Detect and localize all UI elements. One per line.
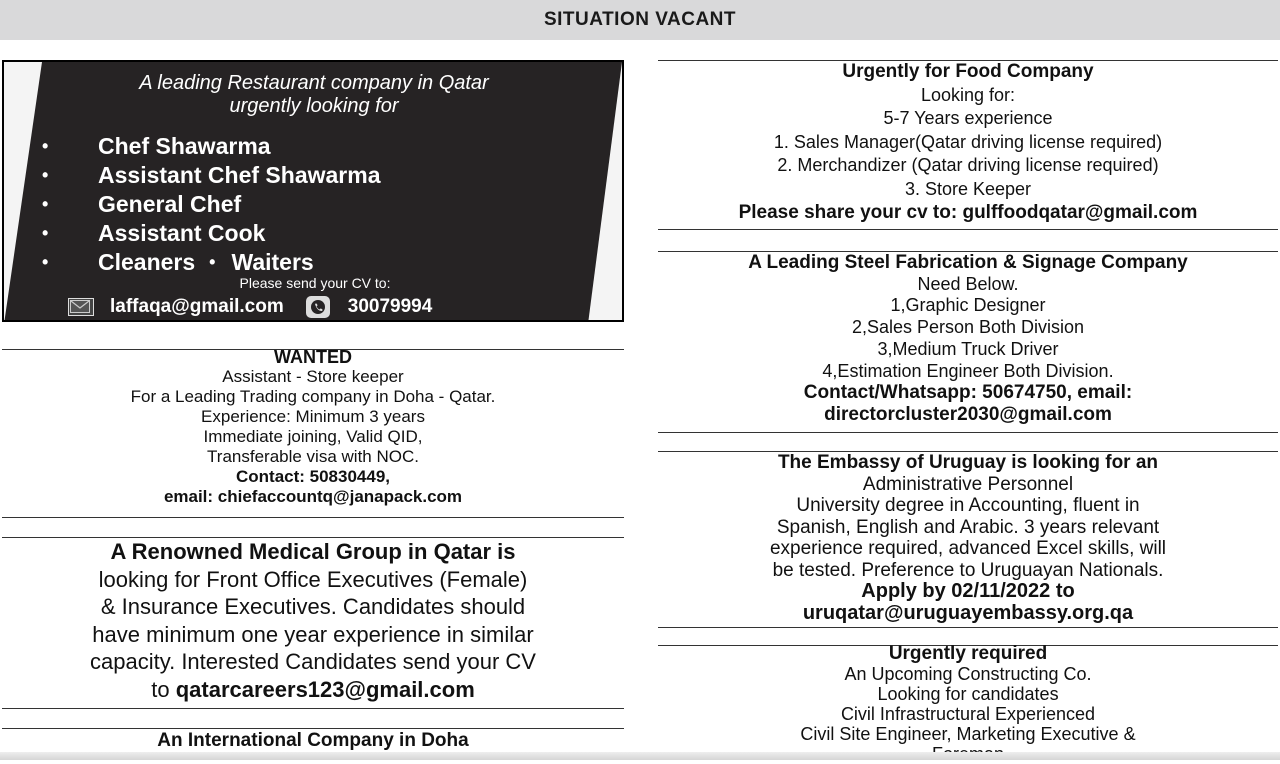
wanted-ad: [2, 347, 624, 507]
international-title: An International Company in Doha: [157, 730, 469, 751]
steel-contact: Contact/Whatsapp: 50674750, email:: [803, 382, 1133, 404]
food-line: Looking for:: [920, 84, 1016, 105]
wanted-line: Immediate joining, Valid QID,: [203, 427, 423, 446]
position-item: • Assistant Chef Shawarma: [42, 162, 381, 188]
construction-ad: [658, 644, 1278, 764]
wanted-line: For a Leading Trading company in Doha - Qatar.: [130, 387, 496, 406]
send-cv-text: Please send your CV to:: [239, 275, 391, 291]
intro-line: A leading Restaurant company in Qatar: [139, 72, 489, 94]
restaurant-intro: [34, 72, 594, 118]
construction-line: Civil Site Engineer, Marketing Executive &: [800, 724, 1136, 744]
section-header: [0, 0, 1280, 40]
uruguay-line: be tested. Preference to Uruguayan Nationals.: [772, 559, 1164, 581]
food-line: 5-7 Years experience: [883, 108, 1053, 128]
medical-line: capacity. Interested Candidates send your CV: [90, 649, 536, 674]
intro-line: urgently looking for: [229, 95, 399, 117]
wanted-line: Assistant - Store keeper: [222, 367, 404, 386]
medical-ad: [0, 538, 626, 703]
envelope-icon: [68, 298, 94, 316]
restaurant-phone[interactable]: 30079994: [347, 296, 433, 317]
position-item: • Chef Shawarma: [42, 133, 271, 159]
position-label: Assistant Cook: [98, 220, 266, 246]
uruguay-apply: Apply by 02/11/2022 to: [861, 580, 1075, 602]
position-label: Assistant Chef Shawarma: [98, 162, 381, 188]
food-line: 3. Store Keeper: [904, 178, 1032, 199]
steel-line: Need Below.: [917, 273, 1019, 294]
food-title: Urgently for Food Company: [842, 61, 1094, 82]
wanted-title: WANTED: [274, 347, 352, 367]
steel-line: 4,Estimation Engineer Both Division.: [822, 360, 1114, 381]
uruguay-title: The Embassy of Uruguay is looking for an: [777, 452, 1159, 473]
page-bottom-edge: [0, 752, 1280, 760]
medical-line: & Insurance Executives. Candidates should: [100, 594, 526, 619]
construction-line: Civil Infrastructural Experienced: [840, 704, 1096, 724]
medical-email[interactable]: qatarcareers123@gmail.com: [175, 676, 475, 702]
uruguay-line: experience required, advanced Excel skills, will: [769, 538, 1167, 559]
phone-icon: [306, 296, 330, 318]
uruguay-ad: [658, 452, 1278, 624]
steel-ad: [658, 252, 1278, 426]
steel-line: 1,Graphic Designer: [890, 295, 1046, 316]
international-ad: [2, 730, 624, 752]
restaurant-email[interactable]: laffaqa@gmail.com: [110, 296, 284, 317]
uruguay-line: University degree in Accounting, fluent in: [796, 495, 1140, 516]
medical-line: looking for Front Office Executives (Female): [98, 566, 528, 592]
restaurant-ad: [2, 60, 624, 322]
steel-line: 2,Sales Person Both Division: [851, 317, 1085, 338]
divider: [658, 229, 1278, 230]
medical-title: A Renowned Medical Group in Qatar is: [110, 539, 516, 564]
uruguay-email[interactable]: uruqatar@uruguayembassy.org.qa: [802, 601, 1134, 624]
wanted-line: Experience: Minimum 3 years: [201, 407, 425, 426]
food-line: 2. Merchandizer (Qatar driving license required): [777, 155, 1159, 175]
restaurant-contact: [68, 296, 432, 318]
food-contact[interactable]: Please share your cv to: gulffoodqatar@gmail.com: [738, 202, 1198, 223]
food-line: 1. Sales Manager(Qatar driving license required): [773, 131, 1163, 152]
steel-email[interactable]: directorcluster2030@gmail.com: [824, 403, 1112, 425]
medical-to: to: [151, 676, 170, 702]
section-title: SITUATION VACANT: [543, 9, 736, 30]
steel-title: A Leading Steel Fabrication & Signage Company: [748, 252, 1188, 273]
food-ad: [658, 60, 1278, 225]
position-label: Chef Shawarma: [98, 133, 271, 159]
construction-line: An Upcoming Constructing Co.: [844, 664, 1092, 684]
position-item: • Cleaners • Waiters: [42, 249, 314, 275]
position-item: • General Chef: [42, 191, 242, 217]
wanted-email[interactable]: email: chiefaccountq@janapack.com: [163, 487, 463, 506]
divider: [2, 517, 624, 518]
position-list: [42, 132, 380, 277]
divider: [658, 432, 1278, 433]
position-label: Cleaners: [98, 249, 196, 275]
medical-line: have minimum one year experience in similar: [92, 621, 534, 647]
divider: [2, 728, 624, 729]
position-label: Waiters: [231, 249, 314, 275]
construction-line: Looking for candidates: [877, 684, 1059, 704]
position-label: General Chef: [98, 191, 242, 217]
uruguay-line: Spanish, English and Arabic. 3 years relevant: [776, 516, 1160, 538]
wanted-line: Transferable visa with NOC.: [207, 447, 419, 466]
position-item: • Assistant Cook: [42, 220, 266, 246]
construction-title: Urgently required: [888, 643, 1048, 664]
steel-line: 3,Medium Truck Driver: [877, 338, 1059, 359]
divider: [2, 708, 624, 709]
wanted-contact: Contact: 50830449,: [235, 467, 391, 486]
divider: [658, 627, 1278, 628]
uruguay-line: Administrative Personnel: [862, 473, 1074, 495]
